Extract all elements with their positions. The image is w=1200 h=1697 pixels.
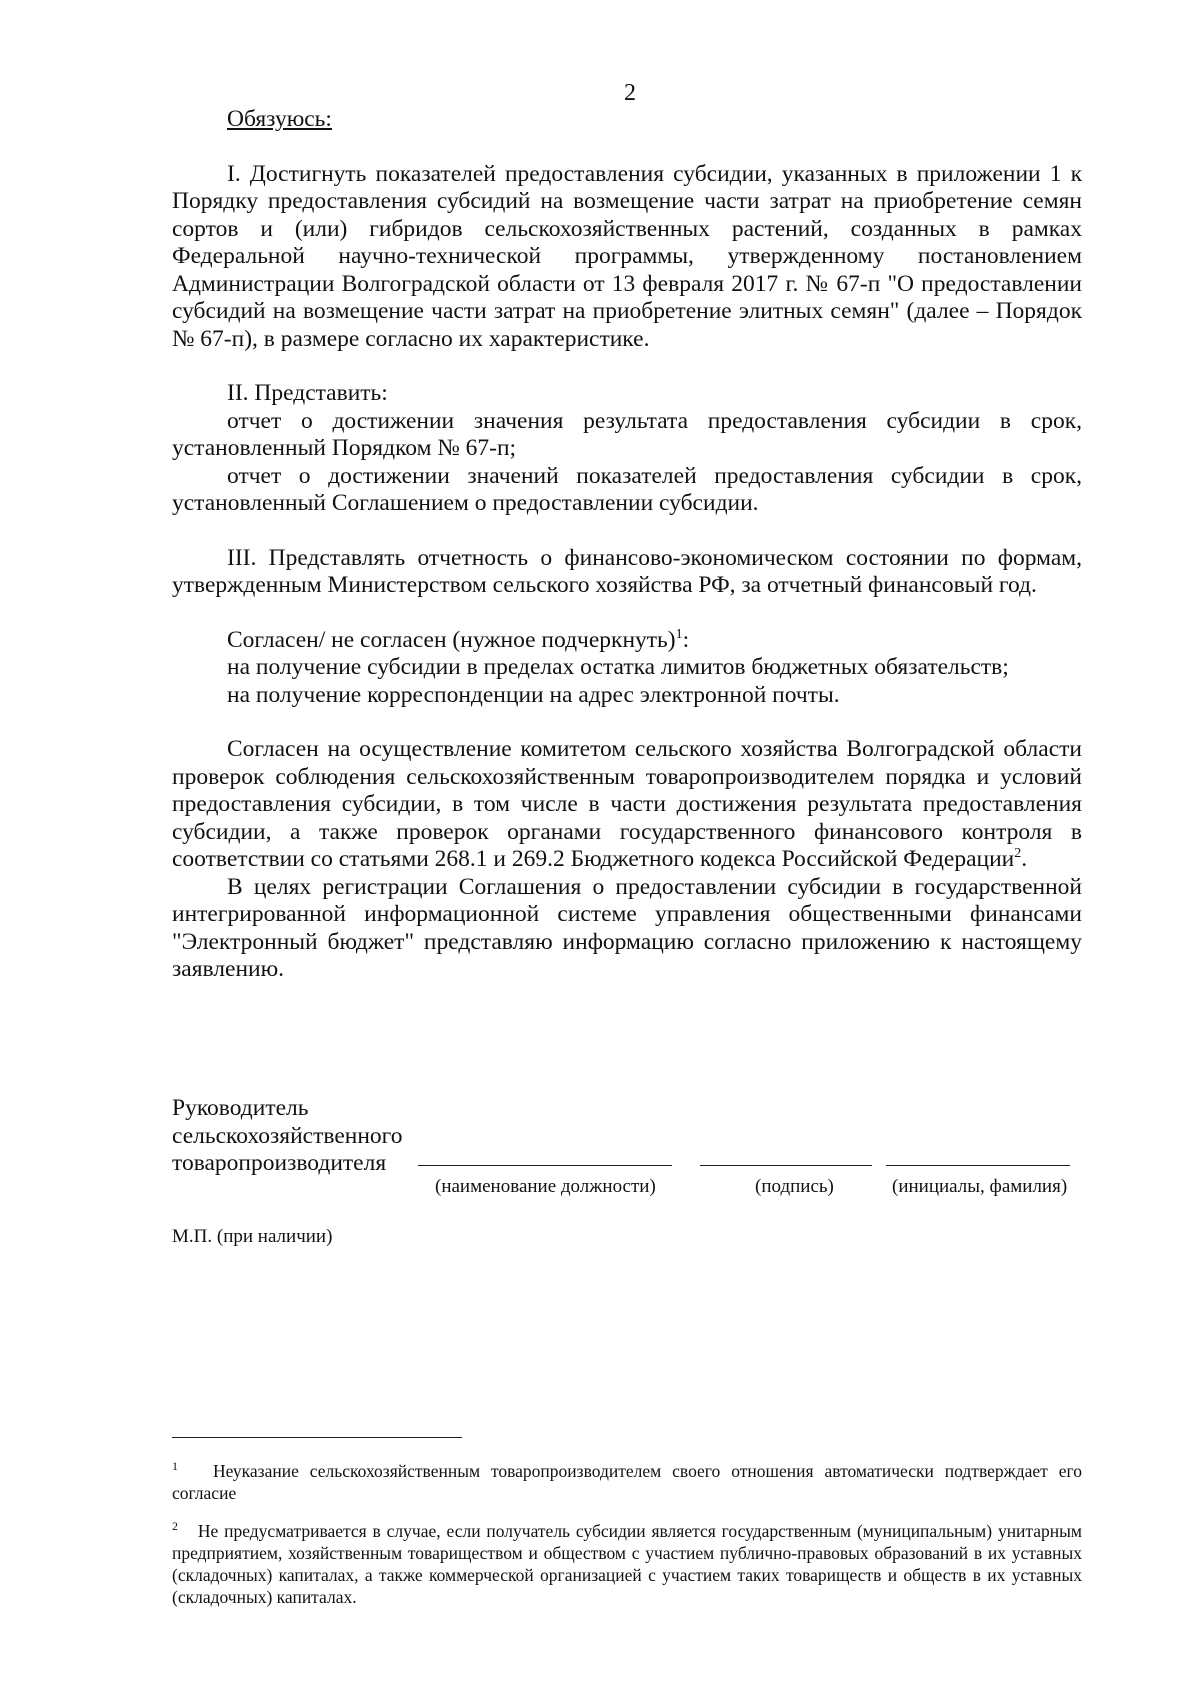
signatory-line-2: сельскохозяйственного xyxy=(172,1122,403,1149)
item-2-line-2: отчет о достижении значений показателей предоставления субсидии в срок, установленный Соглашением о предоставлении субсидии. xyxy=(172,462,1082,516)
item-2-title: II. Представить: xyxy=(227,380,388,406)
footnote-text-2: Не предусматривается в случае, если получатель субсидии является государственным (муниципальным) унитарным предприятием, хозяйственным товариществом и обществом с участием публично-правовых образований в их уставных (складочных) капиталах, а также коммерческой организацией с участием таких товариществ и обществ в их уставных (складочных) капиталах. xyxy=(172,1521,1082,1607)
signatory-line-1: Руководитель xyxy=(172,1095,309,1121)
consent-checks xyxy=(172,736,1082,874)
position-line xyxy=(418,1165,672,1166)
signature-line xyxy=(700,1165,872,1166)
caption-signature: (подпись) xyxy=(755,1176,834,1197)
footnote-separator xyxy=(172,1437,462,1438)
consent-line-1: на получение субсидии в пределах остатка лимитов бюджетных обязательств; xyxy=(227,654,1009,680)
consent-title xyxy=(172,627,1082,655)
caption-position: (наименование должности) xyxy=(435,1176,656,1197)
document-body xyxy=(172,106,1082,984)
page-number: 2 xyxy=(624,80,636,106)
footnote-2 xyxy=(172,1520,1082,1608)
footnote-ref-1: 1 xyxy=(675,626,683,642)
footnote-mark-1: 1 xyxy=(172,1459,178,1474)
heading-obligations: Обязуюсь: xyxy=(227,106,332,132)
footnote-text-1: Неуказание сельскохозяйственным товаропроизводителем своего отношения автоматически подтверждает его согласие xyxy=(172,1461,1083,1503)
caption-name: (инициалы, фамилия) xyxy=(892,1176,1068,1197)
footnote-ref-2: 2 xyxy=(1014,846,1022,862)
footnote-1 xyxy=(172,1460,1082,1504)
consent-line-2: на получение корреспонденции на адрес электронной почты. xyxy=(227,681,840,708)
consent-title-text: Согласен/ не согласен (нужное подчеркнуть) xyxy=(227,626,676,653)
signatory-title xyxy=(172,1095,402,1178)
item-3: III. Представлять отчетность о финансово-экономическом состоянии по формам, утвержденным Министерством сельского хозяйства РФ, за отчетный финансовый год. xyxy=(172,544,1082,598)
item-1: I. Достигнуть показателей предоставления субсидии, указанных в приложении 1 к Порядку предоставления субсидий на возмещение части затрат на приобретение семян сортов и (или) гибридов сельскохозяйственных растений, созданных в рамках Федеральной научно-технической программы, утвержденному постановлением Администрации Волгоградской области от 13 февраля 2017 г. № 67-п "О предоставлении субсидий на возмещение части затрат на приобретение элитных семян" (далее – Порядок № 67-п), в размере согласно их характеристике. xyxy=(172,160,1082,352)
signatory-line-3: товаропроизводителя xyxy=(172,1150,387,1176)
consent-title-end: : xyxy=(682,626,690,653)
item-2-line-1: отчет о достижении значения результата предоставления субсидии в срок, установленный Порядком № 67-п; xyxy=(172,407,1082,461)
stamp-place: М.П. (при наличии) xyxy=(172,1226,333,1247)
registration-paragraph: В целях регистрации Соглашения о предоставлении субсидии в государственной интегрированной информационной системе управления общественными финансами "Электронный бюджет" представляю информацию согласно приложению к настоящему заявлению. xyxy=(172,873,1082,982)
consent-checks-text: Согласен на осуществление комитетом сельского хозяйства Волгоградской области проверок соблюдения сельскохозяйственным товаропроизводителем порядка и условий предоставления субсидии, в том числе в части достижения результата предоставления субсидии, а также проверок органами государственного финансового контроля в соответствии со статьями 268.1 и 269.2 Бюджетного кодекса Российской Федерации xyxy=(172,736,1082,872)
consent-checks-end: . xyxy=(1021,846,1028,872)
footnote-mark-2: 2 xyxy=(172,1519,178,1534)
name-line xyxy=(886,1165,1070,1166)
